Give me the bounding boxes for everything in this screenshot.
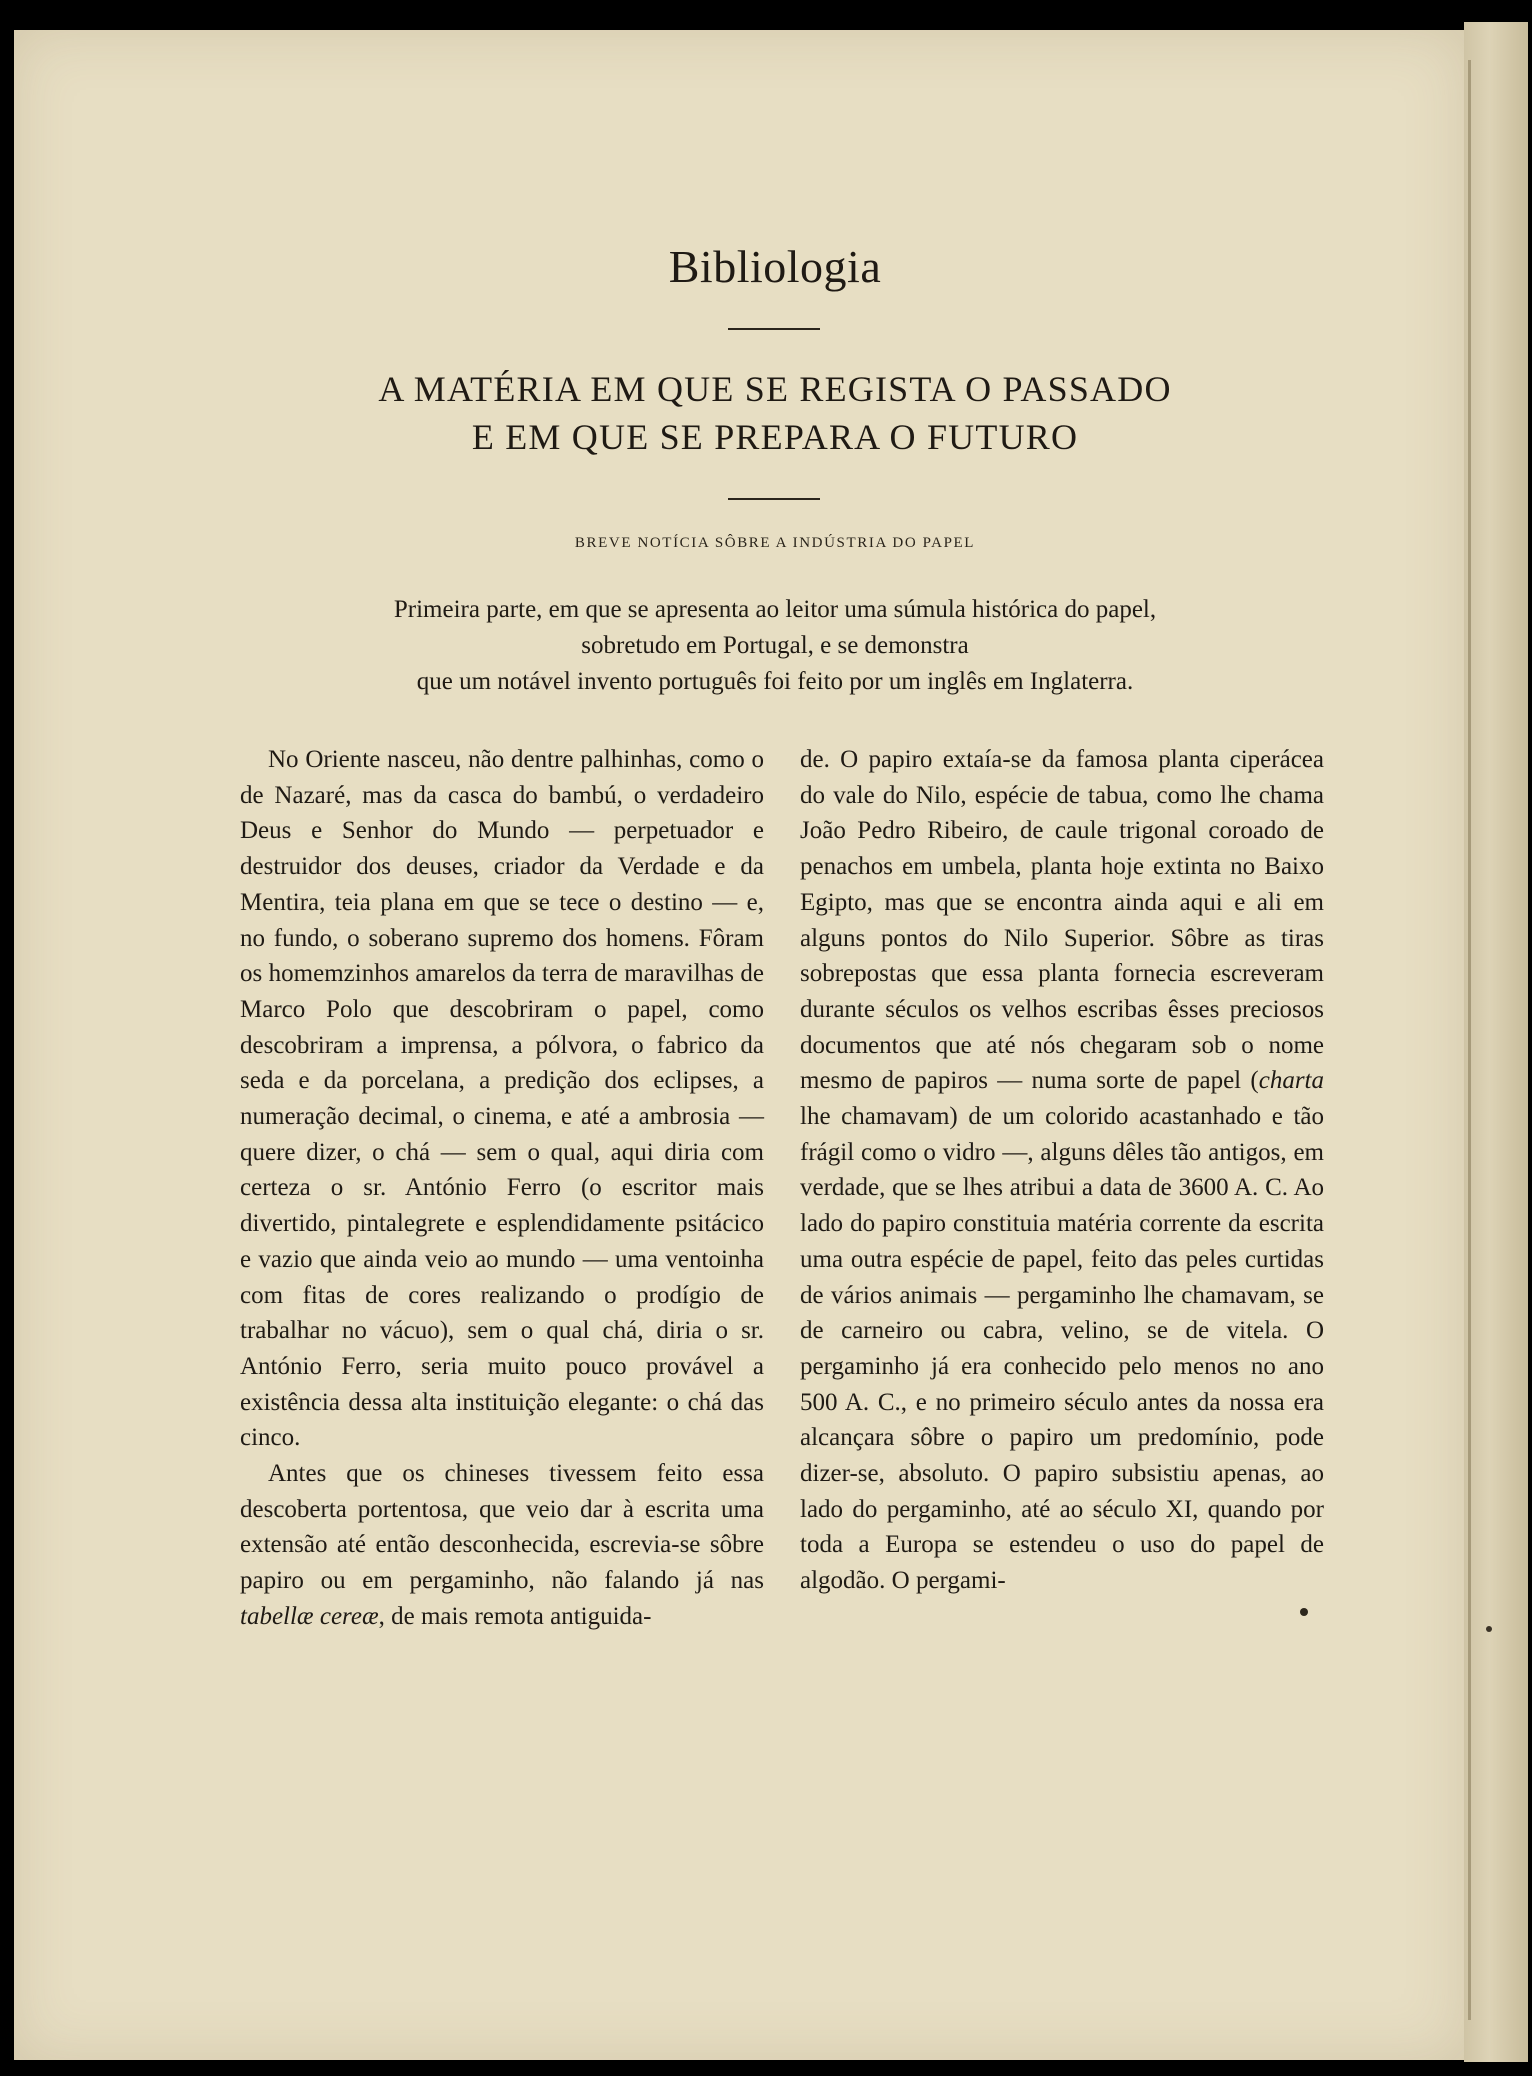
summary-line-1: Primeira parte, em que se apresenta ao leitor uma súmula histórica do papel, (393, 596, 1157, 623)
headline-line-1: A MATÉRIA EM QUE SE REGISTA O PASSADO (378, 369, 1172, 409)
article-headline (0, 365, 1532, 461)
paragraph-2-italic: tabellæ cereæ (240, 1602, 379, 1630)
paragraph-2-end: , de mais remota antiguida- (378, 1602, 652, 1630)
right-paragraph (800, 742, 1324, 1599)
left-column (240, 742, 764, 1635)
article-summary (240, 592, 1310, 700)
article-kicker: BREVE NOTÍCIA SÔBRE A INDÚSTRIA DO PAPEL (574, 535, 976, 551)
title-rule (728, 328, 820, 330)
right-text-italic: charta (1258, 1067, 1324, 1095)
paragraph-2-start: Antes que os chineses tivessem feito essa descoberta portentosa, que veio dar à escrita uma extensão até então desconhecida, escrevia-se sôbre papiro ou em pergaminho, não falando já nas (240, 1460, 764, 1595)
page-edge (1464, 22, 1528, 2062)
page-edge-shadow (1468, 60, 1471, 2020)
right-text-start: de. O papiro extaía-se da famosa planta ciperácea do vale do Nilo, espécie de tabua, como lhe chama João Pedro Ribeiro, de caule trigonal coroado de penachos em umbela, planta hoje extinta no Baixo Egipto, mas que se encontra ainda aqui e ali em alguns pontos do Nilo Superior. Sôbre as tiras sobrepostas que essa planta fornecia escreveram durante séculos os velhos escribas êsses preciosos documentos que até nós chegaram sob o nome mesmo de papiros — numa sorte de papel ( (800, 746, 1324, 1095)
headline-line-2: E EM QUE SE PREPARA O FUTURO (471, 417, 1079, 457)
section-title: Bibliologia (668, 241, 882, 292)
headline-rule (728, 498, 820, 500)
right-text-end: lhe chamavam) de um colorido acastanhado e tão frágil como o vidro —, alguns dêles tão antigos, em verdade, que se lhes atribui a data de 3600 A. C. Ao lado do papiro constituia matéria corrente da escrita uma outra espécie de papel, feito das peles curtidas de vários animais — pergaminho lhe chamavam, se de carneiro ou cabra, velino, se de vitela. O pergaminho já era conhecido pelo menos no ano 500 A. C., e no primeiro século antes da nossa era alcançara sôbre o papiro um predomínio, pode dizer-se, absoluto. O papiro subsistiu apenas, ao lado do pergaminho, até ao século XI, quando por toda a Europa se estendeu o uso do papel de algodão. O pergami- (800, 1103, 1324, 1595)
edge-mark (1486, 1626, 1492, 1632)
paragraph-2 (240, 1456, 764, 1635)
summary-line-2: sobretudo em Portugal, e se demonstra (581, 632, 969, 659)
paragraph-1: No Oriente nasceu, não dentre palhinhas, como o de Nazaré, mas da casca do bambú, o verdadeiro Deus e Senhor do Mundo — perpetuador e destruidor dos deuses, criador da Verdade e da Mentira, teia plana em que se tece o destino — e, no fundo, o soberano supremo dos homens. Fôram os homemzinhos amarelos da terra de maravilhas de Marco Polo que descobriram o papel, como descobriram a imprensa, a pólvora, o fabrico da seda e da porcelana, a predição dos eclipses, a numeração decimal, o cinema, e até a ambrosia — quere dizer, o chá — sem o qual, aqui diria com certeza o sr. António Ferro (o escritor mais divertido, pintalegrete e esplendidamente psitácico e vazio que ainda veio ao mundo — uma ventoinha com fitas de cores realizando o prodígio de trabalhar no vácuo), sem o qual chá, diria o sr. António Ferro, seria muito pouco provável a existência dessa alta instituição elegante: o chá das cinco. (240, 746, 764, 1452)
right-column (800, 742, 1324, 1599)
summary-line-3: que um notável invento português foi feito por um inglês em Inglaterra. (416, 668, 1134, 695)
paper-speck (1300, 1608, 1308, 1616)
